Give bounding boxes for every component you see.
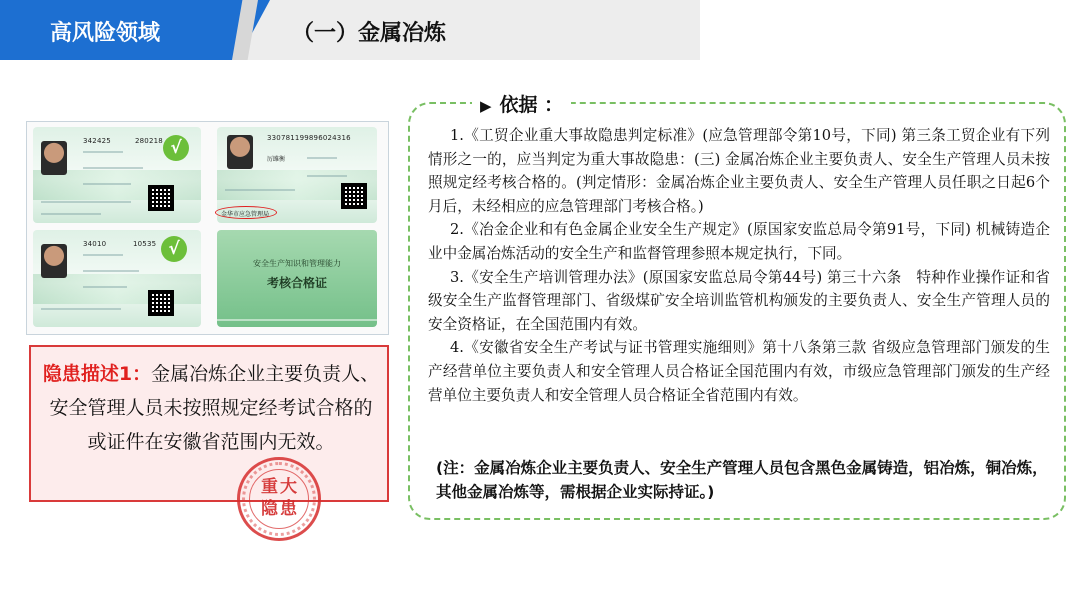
verified-check-icon: √ — [161, 236, 187, 262]
certificate-title: 安全生产知识和管理能力 — [253, 259, 341, 268]
qr-code — [148, 185, 174, 211]
section-title: 高风险领域 — [50, 21, 161, 46]
holder-photo — [227, 135, 253, 169]
basis-item: 2.《冶金企业和有色金属企业安全生产规定》(原国家安监总局令第91号，下同) 机械铸造企业中金属冶炼活动的安全生产和监督管理参照本规定执行，下同。 — [428, 221, 1050, 262]
basis-note: (注：金属冶炼企业主要负责人、安全生产管理人员包含黑色金属铸造，铝冶炼，铜冶炼，其他金属冶炼等，需根据企业实际持证。) — [436, 459, 1048, 501]
qr-code — [341, 183, 367, 209]
verified-check-icon: √ — [163, 135, 189, 161]
qr-code — [148, 290, 174, 316]
holder-photo — [41, 141, 67, 175]
basis-item: 4.《安徽省安全生产考试与证书管理实施细则》第十八条第三款 省级应急管理部门颁发的生产经营单位主要负责人和安全管理人员合格证全国范围内有效，市级应急管理部门颁发的生产经营单位主要负责人和安全管理人员合格证全省范围内有效。 — [428, 339, 1050, 404]
holder-photo — [41, 244, 67, 278]
hazard-text: 金属冶炼企业主要负责人、安全管理人员未按照规定经考试合格的或证件在安徽省范围内无效。 — [49, 363, 380, 453]
hazard-description-box — [29, 345, 389, 502]
basis-item: 1.《工贸企业重大事故隐患判定标准》(应急管理部令第10号，下同) 第三条工贸企业有下列情形之一的，应当判定为重大事故隐患：(三) 金属冶炼企业主要负责人、安全生产管理人员未按照规定经考核合格的。(判定情形：金属冶炼企业主要负责人、安全生产管理人员任职之日起6个月后，未经相应的应急管理部门考核合格。) — [428, 127, 1050, 215]
certificate-card-1 — [33, 127, 201, 223]
basis-heading-text: 依据 ： — [499, 94, 564, 116]
certificate-name: 考核合格证 — [266, 276, 327, 290]
stamp-text: 重大隐患 — [261, 477, 299, 519]
holder-name: 厉雎衡 — [267, 156, 286, 163]
basis-heading — [472, 90, 571, 118]
certificate-card-4 — [217, 230, 377, 327]
hazard-description — [41, 357, 381, 459]
highlight-circle — [215, 206, 277, 219]
certificate-number: 342425 — [83, 137, 111, 145]
certificate-number: 34010 — [83, 240, 107, 248]
hazard-label: 隐患描述1： — [42, 363, 152, 385]
certificate-number: 330781199896024316 — [267, 134, 351, 142]
basis-item: 3.《安全生产培训管理办法》(原国家安监总局令第44号) 第三十六条 特种作业操作证和省级安全生产监督管理部门、省级煤矿安全培训监管机构颁发的主要负责人、安全生产管理人员的安全资格证，在全国范围内有效。 — [428, 268, 1050, 333]
issuing-unit: 金华市应急管理局 — [221, 211, 270, 218]
basis-list — [428, 124, 1050, 407]
certificate-number-tail: 10535 — [133, 240, 157, 248]
major-hazard-stamp — [237, 457, 321, 541]
subsection-title: （一）金属冶炼 — [292, 21, 447, 46]
triangle-right-icon: ▶ — [480, 97, 492, 115]
certificate-number-tail: 280218 — [135, 137, 163, 145]
certificate-card-3 — [33, 230, 201, 327]
